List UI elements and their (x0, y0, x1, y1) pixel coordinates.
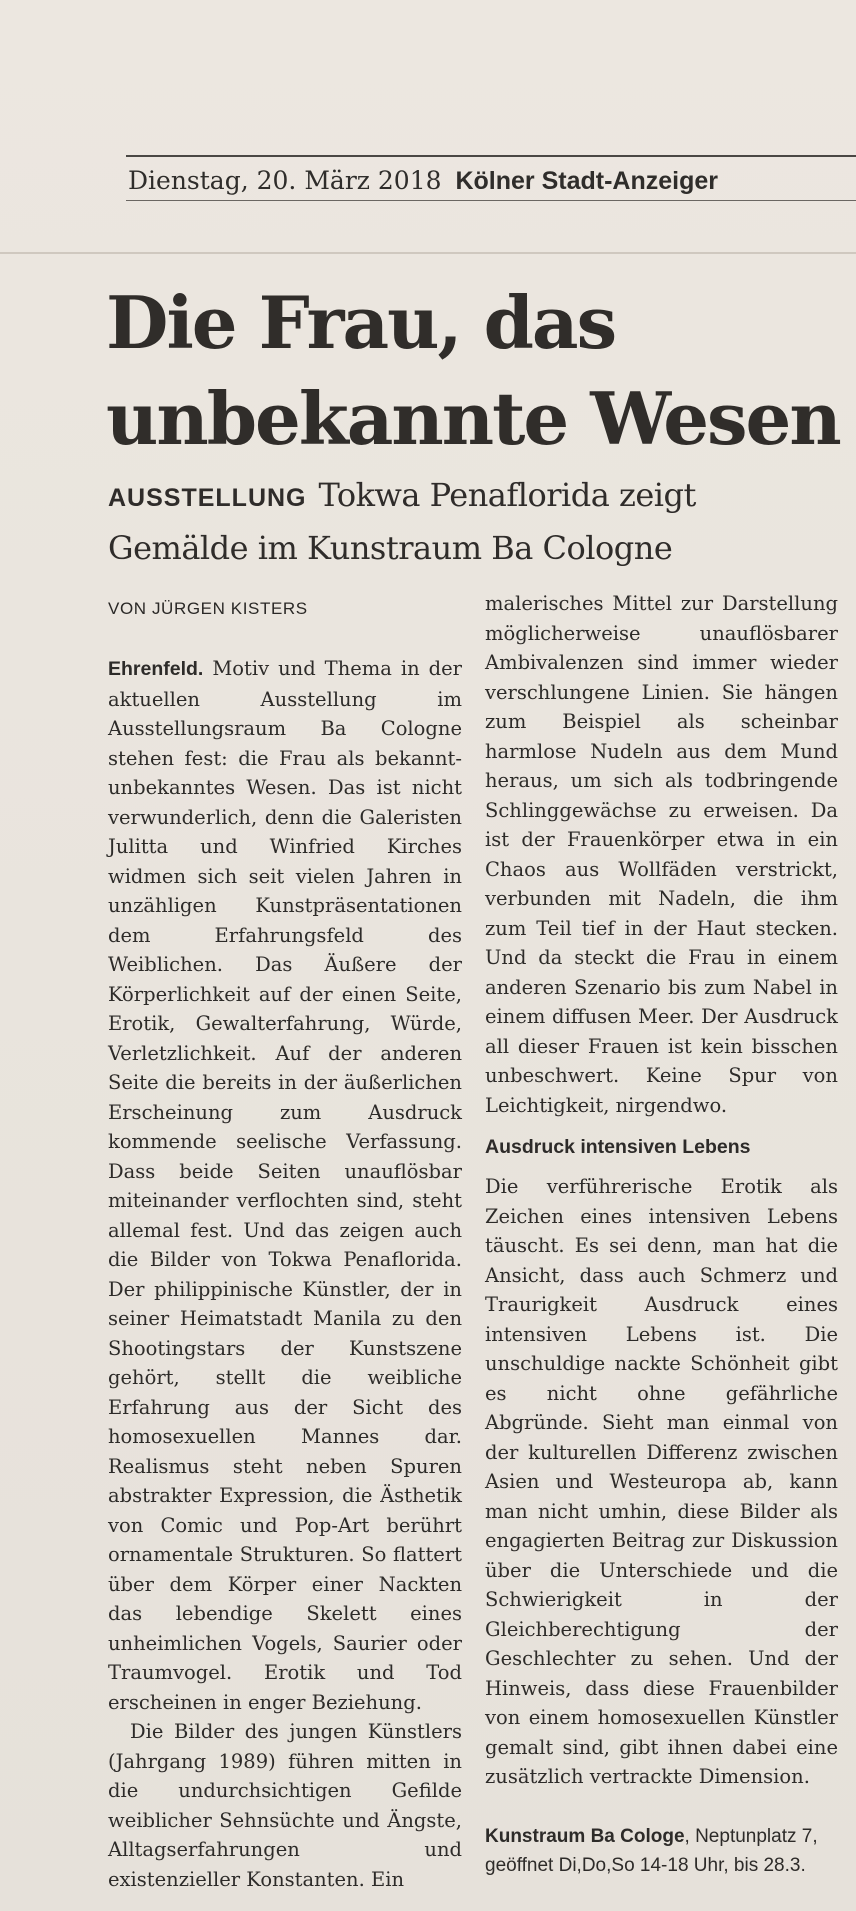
venue-name: Kunstraum Ba Cologe (485, 1825, 685, 1847)
section-subheading: Ausdruck intensiven Lebens (485, 1136, 751, 1158)
paragraph-2: Die Bilder des jungen Künstlers (Jahrgang 1989) führen mitten in die undurchsichtigen Gefilde weiblicher Sehnsüchte und Ängste, Alltagserfahrungen und existenzieller Konstanten. Ein (108, 1720, 462, 1891)
subheadline (108, 470, 828, 573)
header-rule-bottom (126, 200, 856, 201)
kicker: AUSSTELLUNG (108, 484, 307, 512)
header-rule-top (126, 155, 856, 157)
paragraph-2-continued: malerisches Mittel zur Darstellung möglicherweise unauflösbarer Ambivalenzen sind immer wieder verschlungene Linien. Sie hängen zum Beispiel als scheinbar harmlose Nudeln aus dem Mund heraus, um sich als todbringende Schlinggewächse zu erweisen. Da ist der Frauenkörper etwa in ein Chaos aus Wollfäden verstrickt, verbunden mit Nadeln, die ihm zum Teil tief in der Haut stecken. Und da steckt die Frau in einem anderen Szenario bis zum Nabel in einem diffusen Meer. Der Ausdruck all dieser Frauen ist kein bisschen unbeschwert. Keine Spur von Leichtigkeit, nirgendwo. (485, 592, 838, 1117)
subhead-text: Tokwa Penaflorida zeigt Gemälde im Kunstraum Ba Cologne (108, 476, 696, 567)
dateline (128, 164, 848, 198)
paragraph-3: Die verführerische Erotik als Zeichen eines intensiven Lebens täuscht. Es sei denn, man hat die Ansicht, dass auch Schmerz und Traurigkeit Ausdruck eines intensiven Lebens ist. Die unschuldige nackte Schönheit gibt es nicht ohne gefährliche Abgründe. Sieht man einmal von der kulturellen Differenz zwischen Asien und Westeuropa ab, kann man nicht umhin, diese Bilder als engagierten Beitrag zur Diskussion über die Unterschiede und die Schwierigkeit in der Gleichberechtigung der Geschlechter zu sehen. Und der Hinweis, dass diese Frauenbilder von einem homosexuellen Künstler gemalt sind, gibt ihnen dabei eine zusätzlich vertrackte Dimension. (485, 1175, 838, 1788)
venue-details: , Neptunplatz 7, geöffnet Di,Do,So 14-18 Uhr, bis 28.3. (485, 1825, 818, 1876)
fold-line (0, 252, 856, 254)
column-2 (485, 589, 838, 1880)
dateline-place: Ehrenfeld. (108, 658, 204, 680)
paragraph-1 (108, 654, 462, 1717)
newspaper-name: Kölner Stadt-Anzeiger (455, 167, 718, 195)
issue-date: Dienstag, 20. März 2018 (128, 166, 442, 195)
byline: VON JÜRGEN KISTERS (108, 599, 308, 618)
column-1 (108, 654, 462, 1894)
headline: Die Frau, das unbekannte Wesen (106, 280, 840, 461)
paragraph-1-text: Motiv und Thema in der aktuellen Ausstellung im Ausstellungsraum Ba Cologne stehen fest: die Frau als bekannt-unbekanntes Wesen. Das ist nicht verwunderlich, denn die Galeristen Julitta und Winfried Kirches widmen sich seit vielen Jahren in unzähligen Kunstpräsentationen dem Erfahrungsfeld des Weiblichen. Das Äußere der Körperlichkeit auf der einen Seite, Erotik, Gewalterfahrung, Würde, Verletzlichkeit. Auf der anderen Seite die bereits in der äußerlichen Erscheinung zum Ausdruck kommende seelische Verfassung. Dass beide Seiten unauflösbar miteinander verflochten sind, steht allemal fest. Und das zeigen auch die Bilder von Tokwa Penaflorida. Der philippinische Künstler, der in seiner Heimatstadt Manila zu den Shootingstars der Kunstszene gehört, stellt die weibliche Erfahrung aus der Sicht des homosexuellen Mannes dar. Realismus steht neben Spuren abstrakter Expression, die Ästhetik von Comic und Pop-Art berührt ornamentale Strukturen. So flattert über dem Körper einer Nackten das lebendige Skelett eines unheimlichen Vogels, Saurier oder Traumvogel. Erotik und Tod erscheinen in enger Beziehung. (108, 657, 462, 1714)
exhibition-info (485, 1822, 838, 1880)
